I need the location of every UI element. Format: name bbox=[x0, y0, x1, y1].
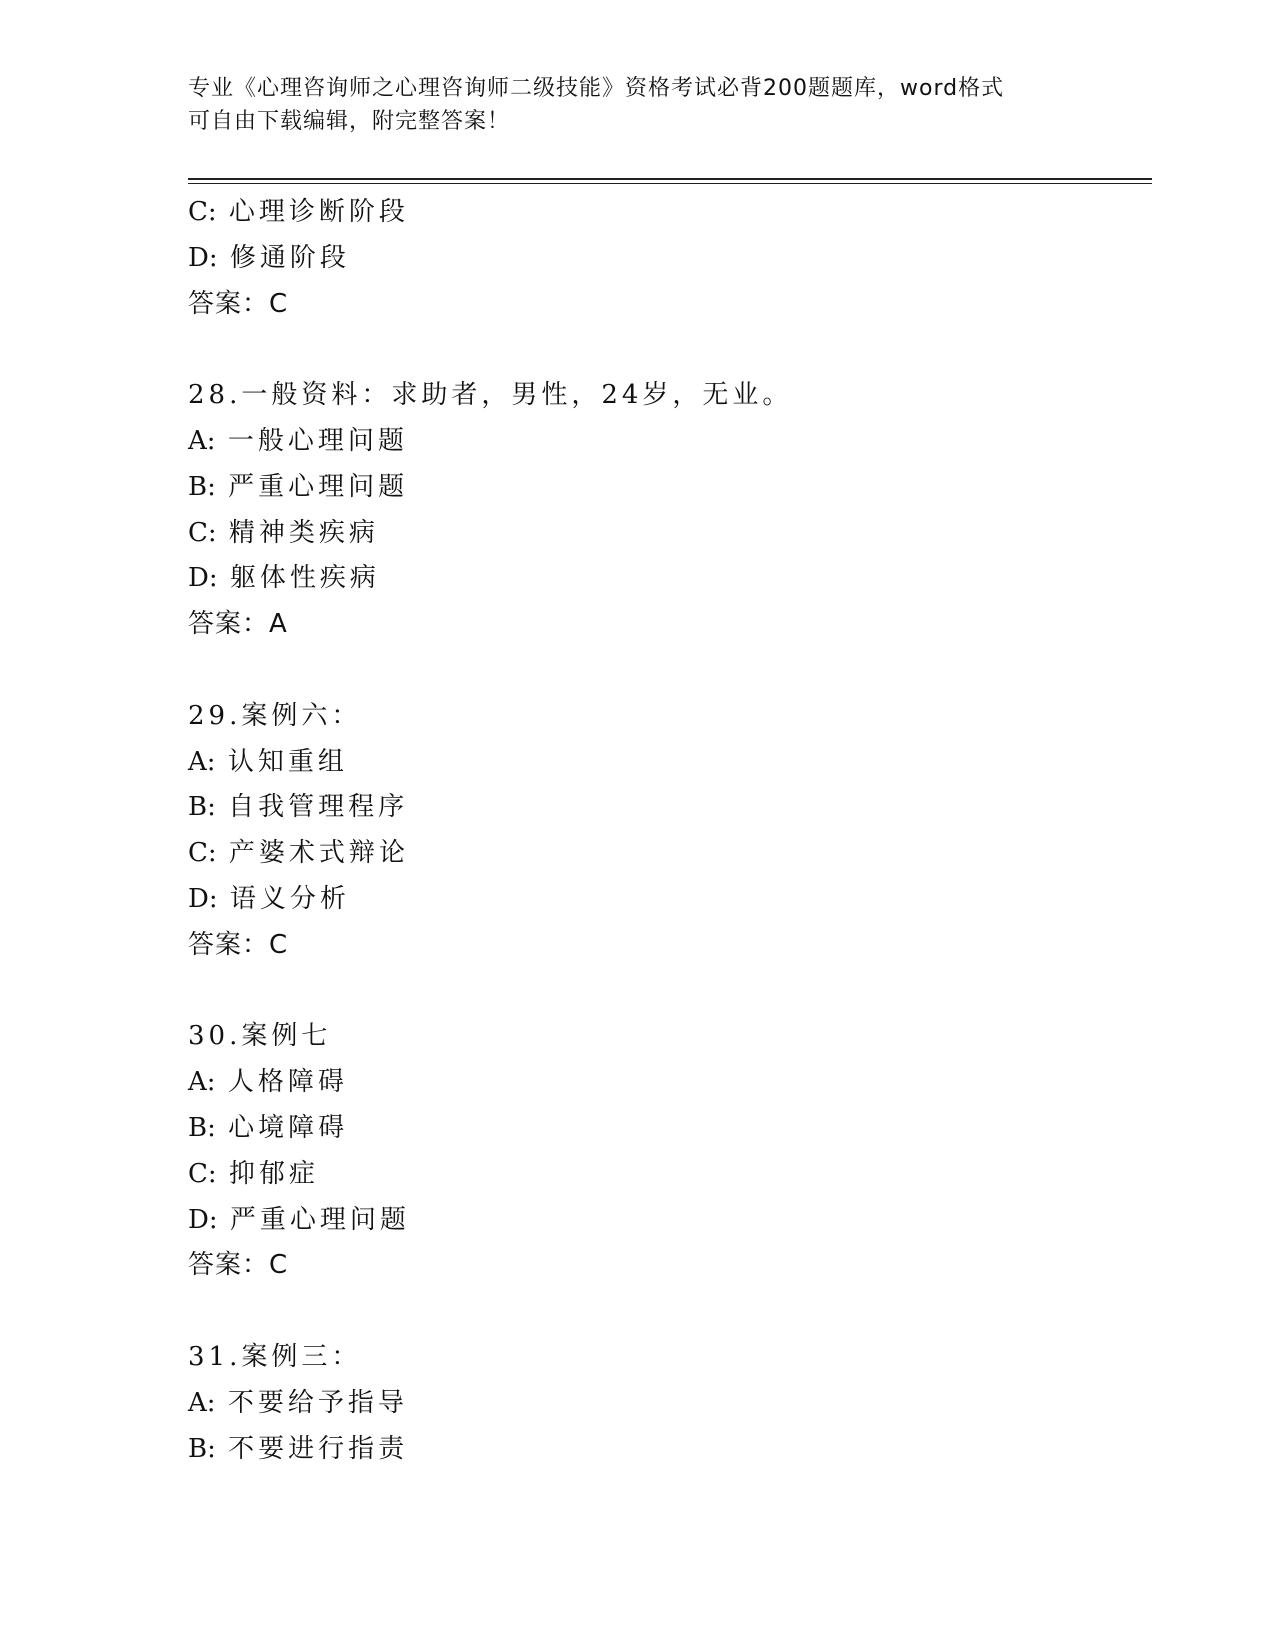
answer-option bbox=[188, 1427, 1128, 1473]
option-text: 自我管理程序 bbox=[228, 792, 409, 823]
answer-option bbox=[188, 236, 1128, 282]
option-separator bbox=[216, 472, 228, 502]
option-separator bbox=[217, 518, 229, 548]
option-text: 认知重组 bbox=[227, 746, 348, 777]
option-letter: A: bbox=[188, 1067, 216, 1098]
option-letter: D: bbox=[188, 1204, 218, 1235]
option-separator bbox=[216, 426, 228, 456]
answer-option bbox=[188, 465, 1128, 511]
answer-key: 答案：C bbox=[188, 929, 289, 960]
answer-option bbox=[188, 190, 1128, 236]
question-block bbox=[188, 694, 1128, 969]
answer-option bbox=[188, 740, 1128, 786]
answer-option bbox=[188, 1060, 1128, 1106]
option-text: 产婆术式辩论 bbox=[228, 838, 409, 869]
option-text: 语义分析 bbox=[229, 883, 350, 914]
option-text: 躯体性疾病 bbox=[229, 563, 380, 594]
question-block bbox=[188, 1014, 1128, 1289]
option-text: 严重心理问题 bbox=[229, 1204, 410, 1235]
option-letter: C: bbox=[188, 197, 217, 227]
option-letter: B: bbox=[188, 471, 216, 502]
option-separator bbox=[217, 197, 229, 227]
option-separator bbox=[218, 243, 230, 273]
option-letter: C: bbox=[188, 517, 217, 548]
option-text: 严重心理问题 bbox=[228, 471, 409, 502]
header-line-1: 专业《心理咨询师之心理咨询师二级技能》资格考试必背200题题库，word格式 bbox=[188, 76, 1005, 101]
header-line-2: 可自由下载编辑，附完整答案！ bbox=[188, 109, 511, 134]
question-stem: 30.案例七 bbox=[188, 1021, 332, 1052]
option-text: 抑郁症 bbox=[228, 1158, 319, 1189]
option-text: 人格障碍 bbox=[227, 1067, 348, 1098]
block-spacer bbox=[188, 648, 1128, 694]
option-text: 心境障碍 bbox=[228, 1112, 349, 1143]
option-text: 不要进行指责 bbox=[228, 1433, 409, 1464]
answer-option bbox=[188, 785, 1128, 831]
option-separator bbox=[217, 838, 229, 868]
option-separator bbox=[216, 792, 228, 822]
option-text: 一般心理问题 bbox=[227, 425, 408, 456]
option-letter: C: bbox=[188, 1158, 217, 1189]
answer-option bbox=[188, 1198, 1128, 1244]
answer-option bbox=[188, 1152, 1128, 1198]
header-rule-thick bbox=[188, 178, 1152, 180]
header-rule-thin bbox=[188, 183, 1152, 184]
answer-option bbox=[188, 511, 1128, 557]
answer-key: 答案：C bbox=[188, 1250, 289, 1281]
option-separator bbox=[218, 563, 230, 593]
option-letter: A: bbox=[188, 1387, 216, 1418]
question-block bbox=[188, 190, 1128, 327]
option-letter: B: bbox=[188, 792, 216, 823]
option-separator bbox=[216, 1388, 228, 1418]
block-spacer bbox=[188, 327, 1128, 373]
question-stem: 28.一般资料：求助者，男性，24岁，无业。 bbox=[188, 380, 793, 411]
answer-option bbox=[188, 877, 1128, 923]
option-letter: C: bbox=[188, 838, 217, 869]
question-block bbox=[188, 373, 1128, 648]
answer-option bbox=[188, 1106, 1128, 1152]
option-separator bbox=[216, 1113, 228, 1143]
question-block bbox=[188, 1335, 1128, 1472]
answer-option bbox=[188, 1381, 1128, 1427]
option-separator bbox=[217, 1159, 229, 1189]
option-separator bbox=[216, 747, 228, 777]
option-letter: A: bbox=[188, 746, 216, 777]
option-text: 修通阶段 bbox=[229, 242, 350, 273]
option-text: 精神类疾病 bbox=[228, 517, 379, 548]
option-letter: D: bbox=[188, 242, 218, 273]
block-spacer bbox=[188, 969, 1128, 1015]
question-stem: 29.案例六： bbox=[188, 700, 362, 731]
option-letter: A: bbox=[188, 425, 216, 456]
option-separator bbox=[218, 884, 230, 914]
document-header bbox=[188, 72, 1088, 138]
question-stem: 31.案例三： bbox=[188, 1341, 362, 1372]
answer-option bbox=[188, 831, 1128, 877]
option-text: 心理诊断阶段 bbox=[228, 197, 409, 227]
option-letter: D: bbox=[188, 883, 218, 914]
option-text: 不要给予指导 bbox=[227, 1387, 408, 1418]
option-letter: D: bbox=[188, 563, 218, 594]
block-spacer bbox=[188, 1289, 1128, 1335]
answer-key: 答案：A bbox=[188, 609, 288, 640]
option-separator bbox=[216, 1067, 228, 1097]
option-letter: B: bbox=[188, 1112, 216, 1143]
answer-key: 答案：C bbox=[188, 288, 289, 319]
option-separator bbox=[218, 1205, 230, 1235]
answer-option bbox=[188, 419, 1128, 465]
answer-option bbox=[188, 556, 1128, 602]
question-list bbox=[188, 190, 1128, 1472]
option-separator bbox=[216, 1434, 228, 1464]
option-letter: B: bbox=[188, 1433, 216, 1464]
